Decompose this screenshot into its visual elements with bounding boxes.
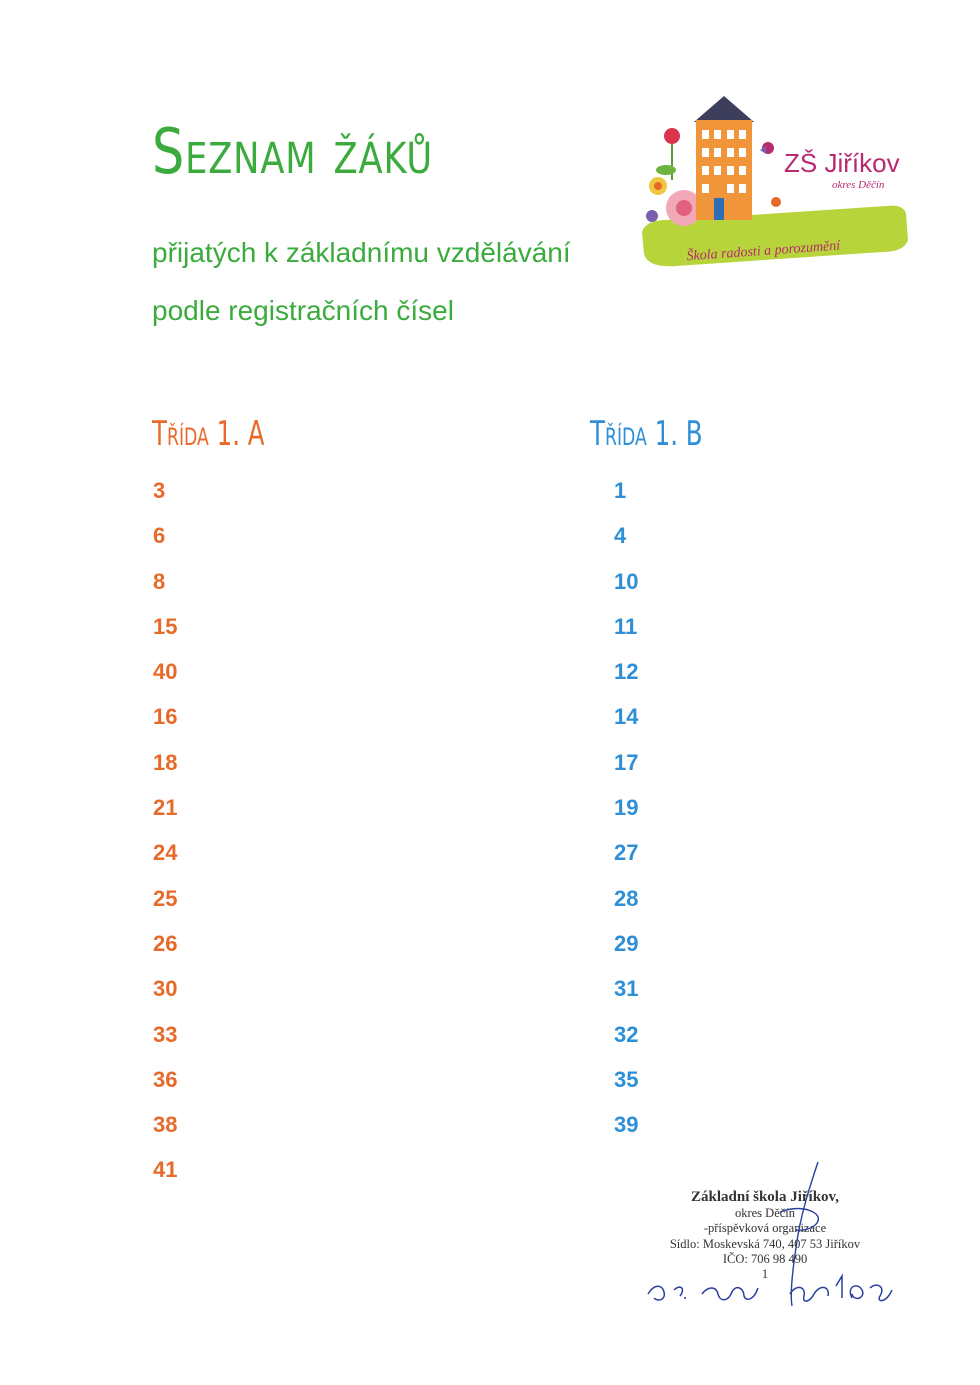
list-item: 24 bbox=[153, 840, 178, 866]
handwritten-note: šk. rok 2018/2019 bbox=[640, 1156, 648, 1157]
list-item: 12 bbox=[614, 659, 639, 685]
page-title: Seznam žáků bbox=[152, 115, 434, 188]
list-item: 41 bbox=[153, 1157, 178, 1183]
list-item: 31 bbox=[614, 976, 639, 1002]
stamp-ico: IČO: 706 98 490 bbox=[722, 1251, 808, 1266]
list-item: 11 bbox=[614, 613, 638, 639]
list-item: 3 bbox=[153, 478, 166, 503]
list-item: 15 bbox=[153, 613, 178, 639]
list-item: 29 bbox=[614, 930, 639, 956]
list-item: 36 bbox=[153, 1066, 178, 1092]
list-item: 8 bbox=[153, 568, 166, 594]
class-heading-1b: Třída 1. B bbox=[590, 414, 703, 454]
list-item: 28 bbox=[614, 885, 639, 911]
class-heading-1a: Třída 1. A bbox=[152, 414, 265, 454]
list-item: 33 bbox=[153, 1021, 178, 1047]
list-item: 25 bbox=[153, 885, 178, 911]
subtitle-line-2: podle registračních čísel bbox=[152, 295, 454, 326]
list-item: 40 bbox=[153, 659, 178, 685]
subtitle-line-1: přijatých k základnímu vzdělávání bbox=[152, 237, 571, 268]
logo-sub-text: okres Děčín bbox=[832, 179, 885, 191]
list-item: 16 bbox=[153, 704, 178, 730]
list-item: 26 bbox=[153, 930, 178, 956]
list-item: 35 bbox=[614, 1066, 639, 1092]
list-item: 19 bbox=[614, 795, 639, 821]
logo-main-text: ZŠ Jiříkov bbox=[784, 148, 900, 178]
list-item: 14 bbox=[614, 704, 639, 730]
list-item: 10 bbox=[614, 568, 639, 594]
list-item: 30 bbox=[153, 976, 178, 1002]
logo-banner-text: Škola radosti a porozumění bbox=[686, 238, 841, 265]
list-item: 4 bbox=[614, 523, 627, 549]
stamp-number: 1 bbox=[761, 1267, 769, 1281]
stamp-school-name: Základní škola Jiříkov, bbox=[691, 1189, 839, 1205]
handwritten-signature-icon bbox=[640, 1156, 910, 1316]
list-item: 32 bbox=[614, 1021, 639, 1047]
stamp-address: Sídlo: Moskevská 740, 407 53 Jiříkov bbox=[669, 1236, 861, 1251]
list-item: 27 bbox=[614, 840, 639, 866]
list-item: 21 bbox=[153, 795, 178, 821]
list-item: 6 bbox=[153, 523, 166, 549]
stamp-district: okres Děčín bbox=[734, 1206, 796, 1220]
list-item: 18 bbox=[153, 749, 178, 775]
class-1b-number-list bbox=[614, 476, 638, 1155]
class-1a-number-list bbox=[153, 476, 177, 1201]
school-logo-icon bbox=[636, 90, 912, 270]
list-item: 38 bbox=[153, 1112, 178, 1138]
stamp-organization-type: -příspěvková organizace bbox=[703, 1221, 827, 1236]
list-item: 39 bbox=[614, 1112, 639, 1138]
list-item: 17 bbox=[614, 749, 639, 775]
list-item: 1 bbox=[614, 478, 627, 503]
